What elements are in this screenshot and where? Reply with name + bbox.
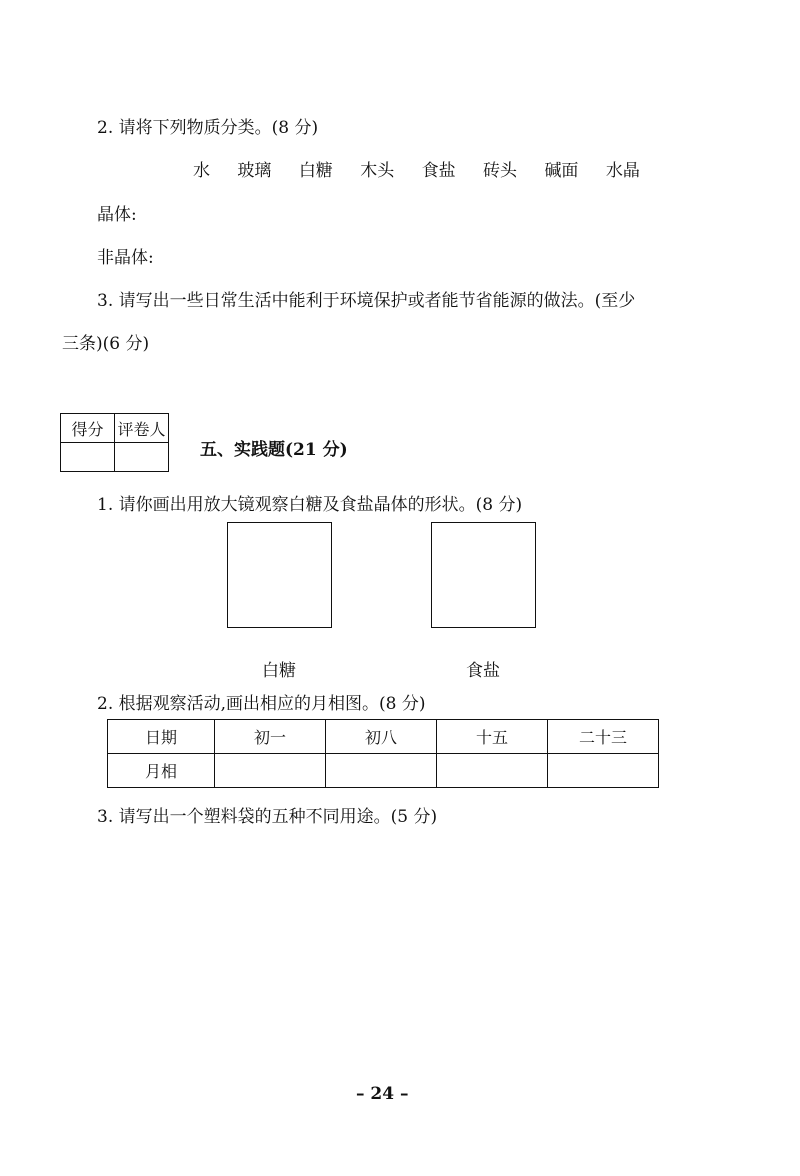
score-box [60, 413, 169, 472]
material-item: 碱面 [544, 161, 579, 181]
moon-phase-cell [326, 754, 437, 788]
salt-label: 食盐 [466, 661, 500, 681]
material-item: 食盐 [421, 161, 456, 181]
page-number: – 24 – [356, 1084, 409, 1104]
score-cell [61, 443, 115, 472]
date-cell: 初八 [326, 720, 437, 754]
material-item: 白糖 [298, 161, 333, 181]
question-4-3-line1: 3. 请写出一些日常生活中能利于环境保护或者能节省能源的做法。(至少 [97, 291, 636, 311]
moon-phase-cell [215, 754, 326, 788]
crystal-label: 晶体: [97, 205, 137, 225]
material-item: 木头 [360, 161, 395, 181]
question-5-2-text: 2. 根据观察活动,画出相应的月相图。(8 分) [97, 694, 426, 714]
salt-drawing-box [431, 522, 536, 628]
question-5-1-text: 1. 请你画出用放大镜观察白糖及食盐晶体的形状。(8 分) [97, 495, 523, 515]
material-item: 水晶 [605, 161, 640, 181]
material-item: 水 [193, 161, 210, 181]
date-cell: 二十三 [548, 720, 659, 754]
noncrystal-label: 非晶体: [97, 248, 154, 268]
moon-phase-header: 月相 [108, 754, 215, 788]
material-item: 砖头 [483, 161, 518, 181]
question-4-3-line2: 三条)(6 分) [62, 334, 150, 354]
moon-phase-cell [548, 754, 659, 788]
grader-cell [115, 443, 169, 472]
date-cell: 初一 [215, 720, 326, 754]
moon-phase-table [107, 719, 659, 788]
materials-list [193, 156, 662, 181]
date-header: 日期 [108, 720, 215, 754]
material-item: 玻璃 [237, 161, 272, 181]
sugar-drawing-box [227, 522, 332, 628]
score-header: 得分 [61, 414, 115, 443]
question-4-2-text: 2. 请将下列物质分类。(8 分) [97, 118, 319, 138]
date-cell: 十五 [437, 720, 548, 754]
moon-phase-cell [437, 754, 548, 788]
section-5-title: 五、实践题(21 分) [200, 440, 348, 460]
sugar-label: 白糖 [262, 661, 296, 681]
grader-header: 评卷人 [115, 414, 169, 443]
question-5-3-text: 3. 请写出一个塑料袋的五种不同用途。(5 分) [97, 807, 438, 827]
